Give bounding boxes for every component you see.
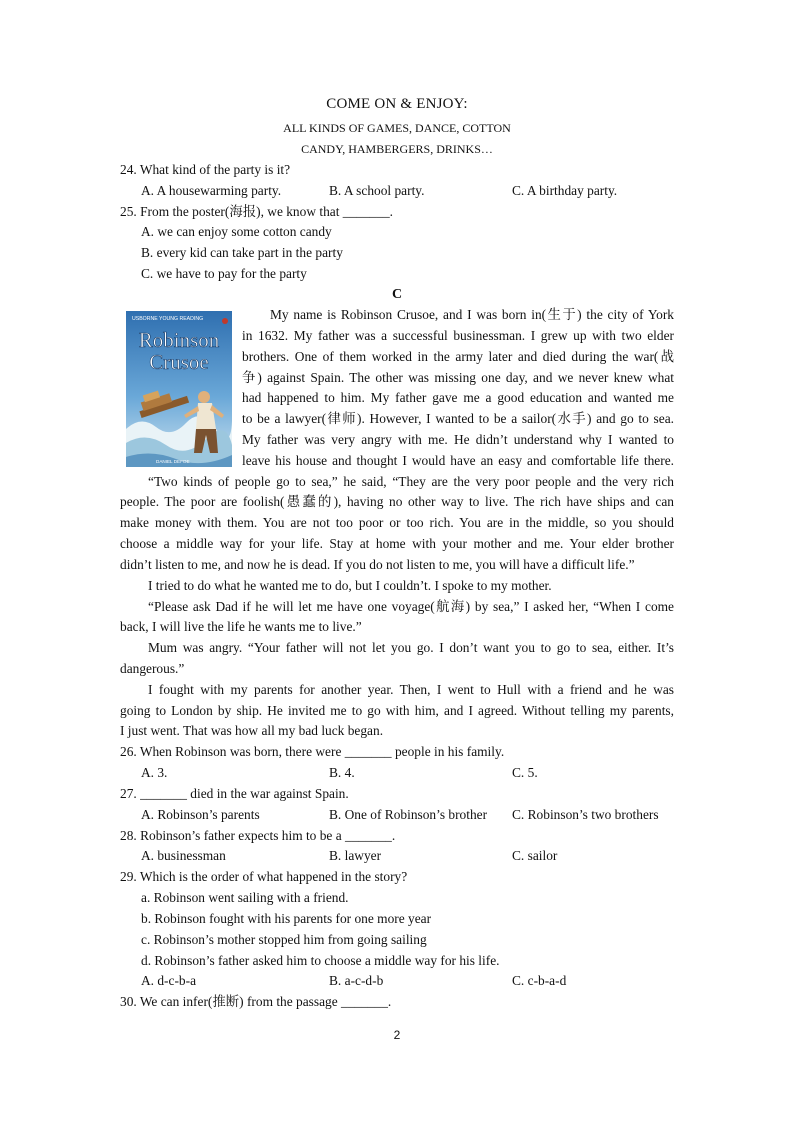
question-29-stem: 29. Which is the order of what happened in the story? bbox=[120, 869, 408, 884]
question-25-option-c: C. we have to pay for the party bbox=[141, 266, 307, 281]
question-25-option-b: B. every kid can take part in the party bbox=[141, 245, 343, 260]
passage-p4-line-2: back, I will live the life he wants me to live.” bbox=[120, 619, 362, 634]
passage-p1-line-4: 争) against Spain. The other was missing one day, and we never knew what bbox=[242, 370, 674, 385]
passage-p1-line-5: had happened to him. My father gave me a good education and wanted me bbox=[242, 390, 674, 405]
passage-p4-line-1: “Please ask Dad if he will let me have one voyage(航海) by sea,” I asked her, “When I come bbox=[148, 599, 674, 614]
question-24-stem: 24. What kind of the party is it? bbox=[120, 162, 291, 177]
poster-line-1: ALL KINDS OF GAMES, DANCE, COTTON bbox=[283, 121, 511, 135]
book-cover-title-2: Crusoe bbox=[149, 350, 209, 374]
question-28-option-c: C. sailor bbox=[512, 848, 558, 863]
poster-line-2: CANDY, HAMBERGERS, DRINKS… bbox=[301, 142, 493, 156]
book-cover-author: DANIEL DEFOE bbox=[156, 459, 190, 464]
passage-p3: I tried to do what he wanted me to do, but I couldn’t. I spoke to my mother. bbox=[148, 578, 552, 593]
passage-p6-line-2: going to London by ship. He invited me to go with him, and I agreed. Without telling my parents, bbox=[120, 703, 674, 718]
passage-p1-line-3: brothers. One of them worked in the army later and died during the war(战 bbox=[242, 349, 674, 364]
passage-p2-line-3: make money with them. You are not too poor or too rich. You are in the middle, so you should bbox=[120, 515, 674, 530]
question-24-option-c: C. A birthday party. bbox=[512, 183, 618, 198]
question-28-option-a: A. businessman bbox=[141, 848, 226, 863]
book-cover-image bbox=[126, 311, 232, 467]
question-29-event-c: c. Robinson’s mother stopped him from going sailing bbox=[141, 932, 427, 947]
passage-p1-line-1: My name is Robinson Crusoe, and I was born in(生于) the city of York bbox=[270, 307, 674, 322]
passage-p2-line-1: “Two kinds of people go to sea,” he said, “They are the very poor people and the very rich bbox=[148, 474, 674, 489]
question-27-stem: 27. _______ died in the war against Spain. bbox=[120, 786, 349, 801]
question-26-option-c: C. 5. bbox=[512, 765, 538, 780]
question-29-event-d: d. Robinson’s father asked him to choose a middle way for his life. bbox=[141, 953, 500, 968]
poster-title: COME ON & ENJOY: bbox=[326, 96, 468, 112]
question-28-stem: 28. Robinson’s father expects him to be a _______. bbox=[120, 828, 396, 843]
passage-p1-line-8: leave his house and thought I would have an easy and comfortable life there. bbox=[242, 453, 674, 468]
passage-p2-line-2: people. The poor are foolish(愚蠢的), having no other way to live. The rich have ships and can bbox=[120, 494, 674, 509]
question-29-option-c: C. c-b-a-d bbox=[512, 973, 567, 988]
question-29-event-a: a. Robinson went sailing with a friend. bbox=[141, 890, 349, 905]
question-30-stem: 30. We can infer(推断) from the passage _______. bbox=[120, 994, 392, 1009]
question-25-option-a: A. we can enjoy some cotton candy bbox=[141, 224, 332, 239]
book-cover-title-1: Robinson bbox=[138, 328, 220, 352]
passage-p1-line-7: My father was very angry with me. He didn’t understand why I wanted to bbox=[242, 432, 674, 447]
book-cover-series: USBORNE YOUNG READING bbox=[132, 316, 204, 322]
question-24-option-b: B. A school party. bbox=[329, 183, 425, 198]
passage-p5-line-2: dangerous.” bbox=[120, 661, 185, 676]
passage-p1-line-6: to be a lawyer(律师). However, I wanted to be a sailor(水手) and go to sea. bbox=[242, 411, 674, 426]
question-24-option-a: A. A housewarming party. bbox=[141, 183, 282, 198]
question-27-option-b: B. One of Robinson’s brother bbox=[329, 807, 488, 822]
passage-p1-line-2: in 1632. My father was a successful businessman. I grew up with two elder bbox=[242, 328, 674, 343]
question-28-option-b: B. lawyer bbox=[329, 848, 382, 863]
passage-p2-line-5: didn’t listen to me, and now he is dead. If you do not listen to me, you will have a difficult life.” bbox=[120, 557, 635, 572]
passage-p6-line-1: I fought with my parents for another year. Then, I went to Hull with a friend and he was bbox=[148, 682, 674, 697]
question-27-option-a: A. Robinson’s parents bbox=[141, 807, 260, 822]
question-27-option-c: C. Robinson’s two brothers bbox=[512, 807, 659, 822]
question-29-event-b: b. Robinson fought with his parents for one more year bbox=[141, 911, 432, 926]
question-26-option-a: A. 3. bbox=[141, 765, 168, 780]
question-26-option-b: B. 4. bbox=[329, 765, 355, 780]
passage-p2-line-4: choose a middle way for your life. Stay at home with your mother and me. Your elder brother bbox=[120, 536, 674, 551]
passage-p6-line-3: I just went. That was how all my bad luck began. bbox=[120, 723, 384, 738]
question-25-stem: 25. From the poster(海报), we know that _______. bbox=[120, 204, 393, 219]
passage-p5-line-1: Mum was angry. “Your father will not let you go. I don’t want you to go to sea, either. It’s bbox=[148, 640, 674, 655]
question-26-stem: 26. When Robinson was born, there were _______ people in his family. bbox=[120, 744, 505, 759]
section-c-heading: C bbox=[391, 287, 403, 302]
page-number: 2 bbox=[393, 1028, 401, 1042]
question-29-option-a: A. d-c-b-a bbox=[141, 973, 197, 988]
question-29-option-b: B. a-c-d-b bbox=[329, 973, 384, 988]
